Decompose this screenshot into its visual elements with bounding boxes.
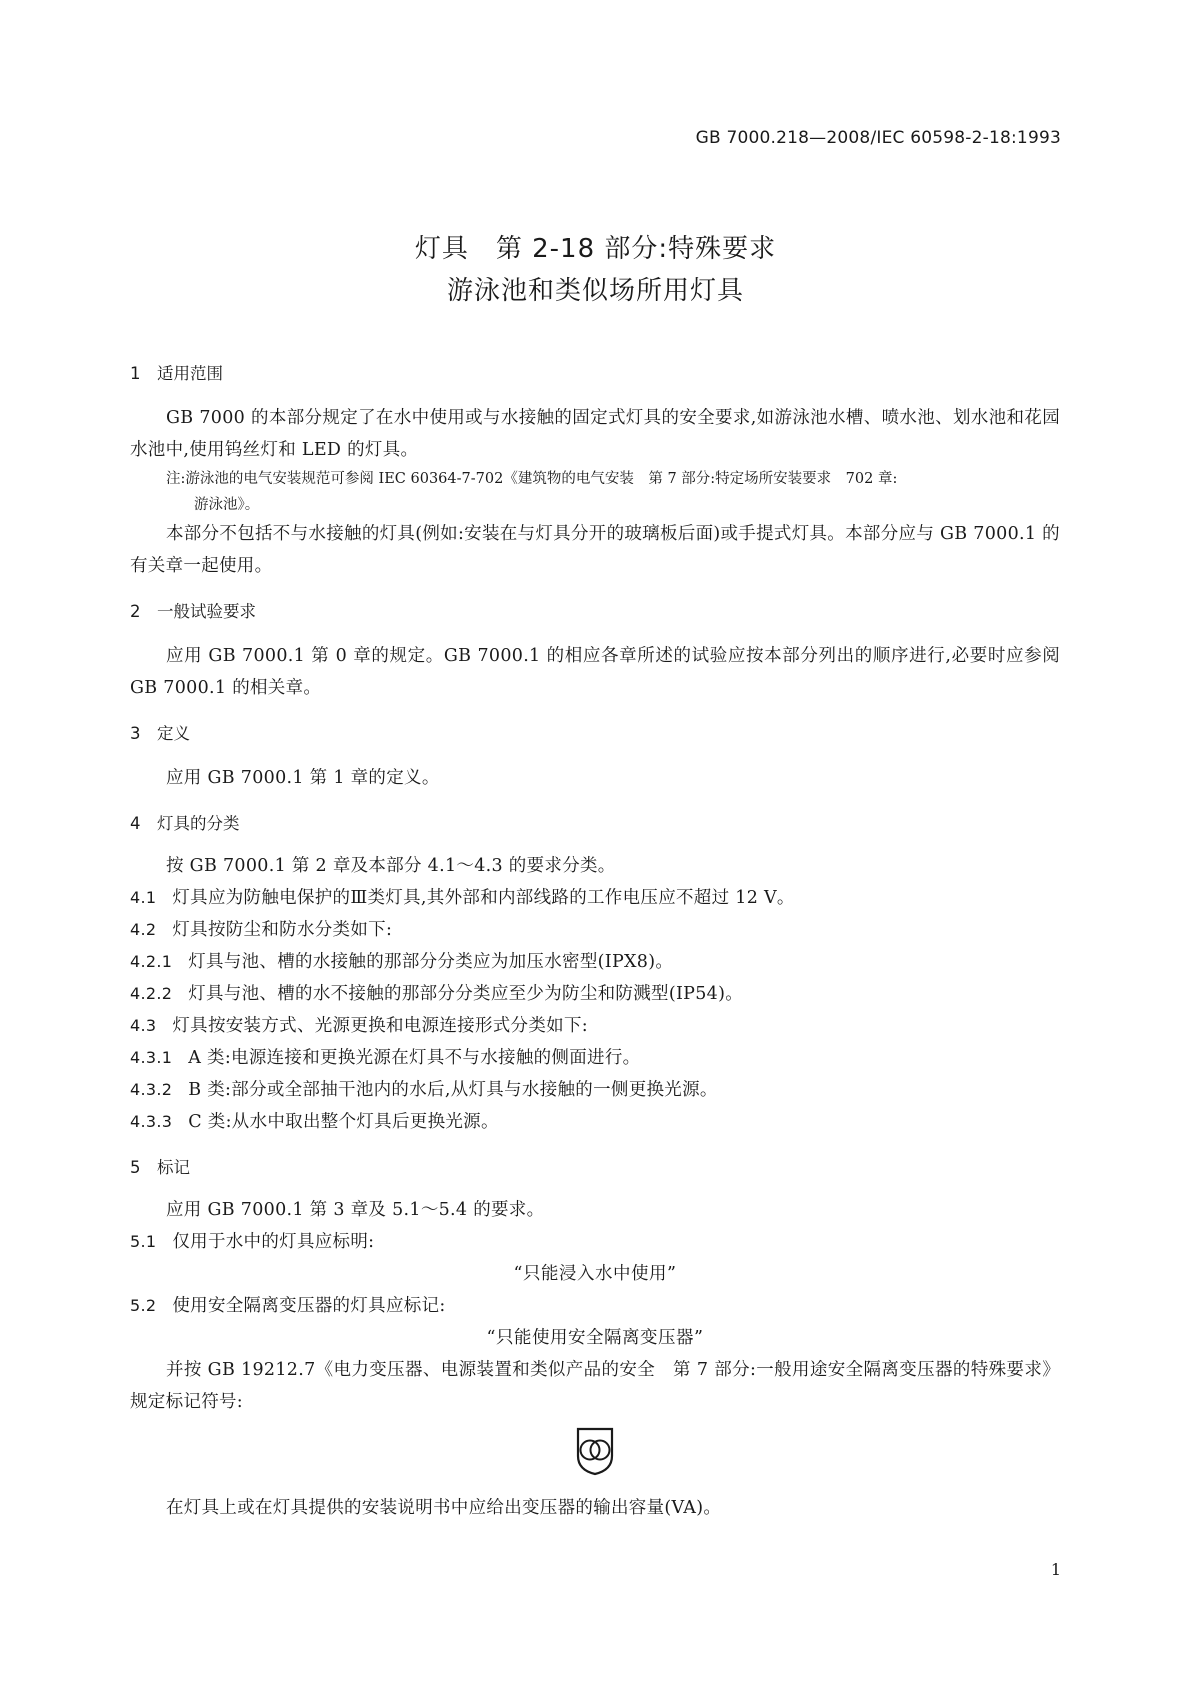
section-5-heading: 5 标记 (130, 1158, 190, 1177)
section-5-paragraph-3: 在灯具上或在灯具提供的安装说明书中应给出变压器的输出容量(VA)。 (166, 1498, 722, 1518)
clause-number: 4.2.2 (130, 984, 173, 1003)
standard-code: GB 7000.218—2008/IEC 60598-2-18:1993 (695, 128, 1061, 148)
document-title (0, 228, 1191, 312)
clause-text: 灯具应为防触电保护的Ⅲ类灯具,其外部和内部线路的工作电压应不超过 12 V。 (172, 888, 795, 908)
clause-number: 5.1 (130, 1232, 157, 1251)
clause-text: A 类:电源连接和更换光源在灯具不与水接触的侧面进行。 (188, 1048, 641, 1068)
clause-number: 4.2.1 (130, 952, 173, 971)
section-2-heading: 2 一般试验要求 (130, 602, 256, 621)
section-3-paragraph-1: 应用 GB 7000.1 第 1 章的定义。 (166, 768, 440, 788)
clause-number: 4.3.2 (130, 1080, 173, 1099)
clause-number: 4.3 (130, 1016, 157, 1035)
section-4-paragraph-1: 按 GB 7000.1 第 2 章及本部分 4.1～4.3 的要求分类。 (166, 856, 616, 876)
clause-number: 4.1 (130, 888, 157, 907)
clause-text: C 类:从水中取出整个灯具后更换光源。 (188, 1112, 499, 1132)
clause-text: 灯具按防尘和防水分类如下: (172, 920, 393, 940)
safety-isolating-transformer-icon (575, 1426, 615, 1476)
clause-number: 4.3.1 (130, 1048, 173, 1067)
required-marking-quote-2: “只能使用安全隔离变压器” (486, 1328, 704, 1348)
page-number: 1 (1050, 1560, 1061, 1579)
clause-text: 灯具与池、槽的水不接触的那部分分类应至少为防尘和防溅型(IP54)。 (188, 984, 744, 1004)
section-1-paragraph-2: 本部分不包括不与水接触的灯具(例如:安装在与灯具分开的玻璃板后面)或手提式灯具。本部分应与 GB 7000.1 的有关章一起使用。 (130, 524, 1060, 576)
clause-text: 仅用于水中的灯具应标明: (172, 1232, 375, 1252)
note-line-2: 游泳池》。 (194, 497, 260, 513)
clause-text: 使用安全隔离变压器的灯具应标记: (172, 1296, 446, 1316)
section-2-paragraph-1: 应用 GB 7000.1 第 0 章的规定。GB 7000.1 的相应各章所述的试验应按本部分列出的顺序进行,必要时应参阅 GB 7000.1 的相关章。 (130, 646, 1060, 698)
document-body (130, 360, 1060, 1524)
section-4-heading: 4 灯具的分类 (130, 814, 240, 833)
section-1-paragraph-1: GB 7000 的本部分规定了在水中使用或与水接触的固定式灯具的安全要求,如游泳池水槽、喷水池、划水池和花园水池中,使用钨丝灯和 LED 的灯具。 (130, 408, 1060, 460)
note-line-1: 注:游泳池的电气安装规范可参阅 IEC 60364-7-702《建筑物的电气安装 第 7 部分:特定场所安装要求 702 章: (166, 471, 898, 487)
clause-item (130, 1042, 1060, 1074)
clause-number: 4.2 (130, 920, 157, 939)
section-5-paragraph-2: 并按 GB 19212.7《电力变压器、电源装置和类似产品的安全 第 7 部分:一般用途安全隔离变压器的特殊要求》规定标记符号: (130, 1360, 1060, 1412)
clause-number: 4.3.3 (130, 1112, 173, 1131)
required-marking-quote-1: “只能浸入水中使用” (513, 1264, 677, 1284)
clause-text: 灯具与池、槽的水接触的那部分分类应为加压水密型(IPX8)。 (188, 952, 674, 972)
section-3-heading: 3 定义 (130, 724, 190, 743)
clause-item (130, 1290, 1060, 1322)
clause-item (130, 1106, 1060, 1138)
section-5-paragraph-1: 应用 GB 7000.1 第 3 章及 5.1～5.4 的要求。 (166, 1200, 545, 1220)
title-line-2: 游泳池和类似场所用灯具 (446, 276, 744, 306)
clause-item (130, 946, 1060, 978)
clause-item (130, 1010, 1060, 1042)
clause-item (130, 978, 1060, 1010)
clause-item (130, 914, 1060, 946)
clause-item (130, 1226, 1060, 1258)
clause-text: B 类:部分或全部抽干池内的水后,从灯具与水接触的一侧更换光源。 (188, 1080, 718, 1100)
clause-number: 5.2 (130, 1296, 157, 1315)
title-line-1: 灯具 第 2-18 部分:特殊要求 (414, 234, 777, 264)
section-1-note (130, 466, 1060, 518)
section-1-heading: 1 适用范围 (130, 364, 223, 383)
clause-item (130, 1074, 1060, 1106)
symbol-container (130, 1418, 1060, 1492)
clause-text: 灯具按安装方式、光源更换和电源连接形式分类如下: (172, 1016, 588, 1036)
clause-item (130, 882, 1060, 914)
